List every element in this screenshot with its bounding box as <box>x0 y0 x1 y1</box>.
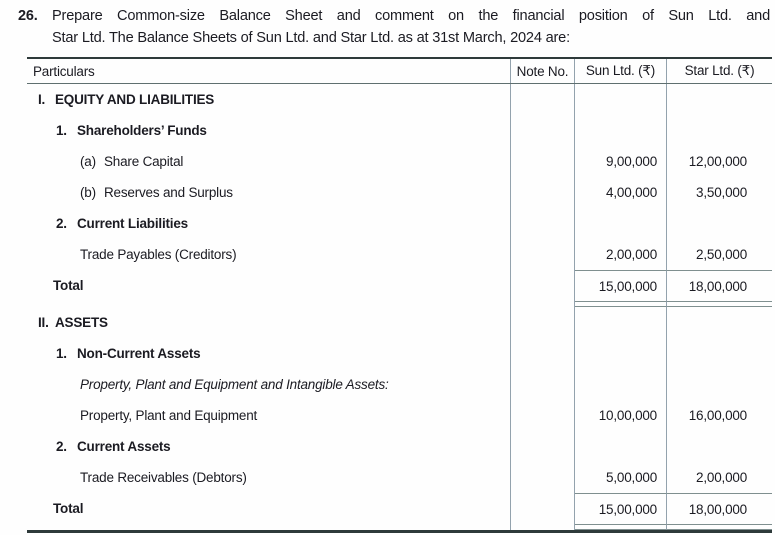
question-text <box>52 5 770 49</box>
row-prefix: (b) <box>80 185 96 200</box>
row-label: Current Liabilities <box>77 216 188 231</box>
particulars-cell <box>27 146 510 177</box>
star-amount-cell: 2,50,000 <box>666 239 772 270</box>
row-label: Property, Plant and Equipment and Intangible Assets: <box>80 377 389 392</box>
particulars-cell <box>27 493 510 524</box>
sun-amount-cell: 9,00,000 <box>606 154 657 169</box>
particulars-cell <box>27 208 510 239</box>
table-row <box>27 208 772 239</box>
table-row <box>27 307 772 338</box>
star-amount-cell: 2,00,000 <box>666 462 772 493</box>
sun-amount-cell: 15,00,000 <box>575 493 666 524</box>
star-amount-cell: 18,00,000 <box>666 270 772 301</box>
table-header-row <box>27 59 772 84</box>
star-amount-cell <box>666 115 772 146</box>
star-amount-cell <box>666 84 772 115</box>
note-cell <box>510 369 575 400</box>
note-cell <box>510 493 575 524</box>
star-amount-cell <box>666 208 772 239</box>
row-prefix: (a) <box>80 154 96 169</box>
note-cell <box>510 338 575 369</box>
row-prefix: 1. <box>56 123 67 138</box>
sun-amount-cell: 15,00,000 <box>575 270 666 301</box>
sun-amount-cell <box>575 115 666 146</box>
sun-amount-cell <box>575 431 666 462</box>
table-row <box>27 493 772 524</box>
sun-amount-cell: 10,00,000 <box>598 408 657 423</box>
star-amount-cell: 18,00,000 <box>666 493 772 524</box>
table-row <box>27 462 772 493</box>
sun-amount-cell: 5,00,000 <box>606 470 657 485</box>
question-number: 26. <box>18 8 38 24</box>
particulars-cell <box>27 177 510 208</box>
row-label: Current Assets <box>77 439 171 454</box>
note-cell <box>510 462 575 493</box>
note-cell <box>510 431 575 462</box>
row-prefix: I. <box>38 92 46 107</box>
table-row <box>27 177 772 208</box>
table-row <box>27 84 772 115</box>
note-cell <box>510 177 575 208</box>
table-row <box>27 270 772 301</box>
star-amount-cell: 16,00,000 <box>666 400 772 431</box>
sun-amount-cell <box>575 369 666 400</box>
balance-sheet-table <box>27 57 772 533</box>
sun-amount-cell <box>575 338 666 369</box>
star-amount-cell <box>666 307 772 338</box>
particulars-cell <box>27 462 510 493</box>
question-line-1: Prepare Common-size Balance Sheet and comment on the financial position of Sun Ltd. and <box>52 8 770 24</box>
double-rule-row <box>27 524 772 530</box>
note-cell <box>510 146 575 177</box>
row-label: EQUITY AND LIABILITIES <box>55 92 215 107</box>
note-cell <box>510 270 575 301</box>
particulars-cell <box>27 115 510 146</box>
particulars-cell <box>27 400 510 431</box>
note-cell <box>510 84 575 115</box>
table-row <box>27 239 772 270</box>
row-prefix: 1. <box>56 346 67 361</box>
particulars-cell <box>27 338 510 369</box>
header-note-no: Note No. <box>510 59 575 83</box>
row-label: Total <box>53 501 84 516</box>
row-label: Trade Payables (Creditors) <box>80 247 237 262</box>
header-sun-ltd: Sun Ltd. (₹) <box>585 63 656 78</box>
particulars-cell <box>27 431 510 462</box>
table-row <box>27 400 772 431</box>
note-cell <box>510 115 575 146</box>
table-row <box>27 115 772 146</box>
sun-amount-cell <box>575 307 666 338</box>
table-row <box>27 146 772 177</box>
question-block <box>18 5 770 49</box>
table-row <box>27 369 772 400</box>
row-label: Property, Plant and Equipment <box>80 408 258 423</box>
row-label: Trade Receivables (Debtors) <box>80 470 247 485</box>
note-cell <box>510 307 575 338</box>
sun-amount-cell <box>575 84 666 115</box>
row-prefix: II. <box>38 315 49 330</box>
row-prefix: 2. <box>56 216 67 231</box>
particulars-cell <box>27 369 510 400</box>
table-row <box>27 431 772 462</box>
particulars-cell <box>27 307 510 338</box>
table-row <box>27 338 772 369</box>
note-cell <box>510 239 575 270</box>
sun-amount-cell <box>575 208 666 239</box>
star-amount-cell <box>666 338 772 369</box>
row-label: Shareholders’ Funds <box>77 123 207 138</box>
star-amount-cell <box>666 369 772 400</box>
star-amount-cell: 12,00,000 <box>666 146 772 177</box>
question-line-2: Star Ltd. The Balance Sheets of Sun Ltd. and Star Ltd. as at 31st March, 2024 are: <box>52 30 570 46</box>
particulars-cell <box>27 270 510 301</box>
note-cell <box>510 400 575 431</box>
star-amount-cell <box>666 431 772 462</box>
sun-amount-cell: 2,00,000 <box>606 247 657 262</box>
row-label: Non-Current Assets <box>77 346 201 361</box>
star-amount-cell: 3,50,000 <box>666 177 772 208</box>
row-label: Total <box>53 278 84 293</box>
table-body <box>27 84 772 530</box>
header-star-ltd: Star Ltd. (₹) <box>666 59 772 83</box>
particulars-cell <box>27 239 510 270</box>
row-label: Share Capital <box>104 154 184 169</box>
particulars-cell <box>27 84 510 115</box>
row-label: Reserves and Surplus <box>104 185 233 200</box>
row-label: ASSETS <box>55 315 108 330</box>
header-particulars: Particulars <box>33 63 95 79</box>
note-cell <box>510 208 575 239</box>
sun-amount-cell: 4,00,000 <box>606 185 657 200</box>
row-prefix: 2. <box>56 439 67 454</box>
